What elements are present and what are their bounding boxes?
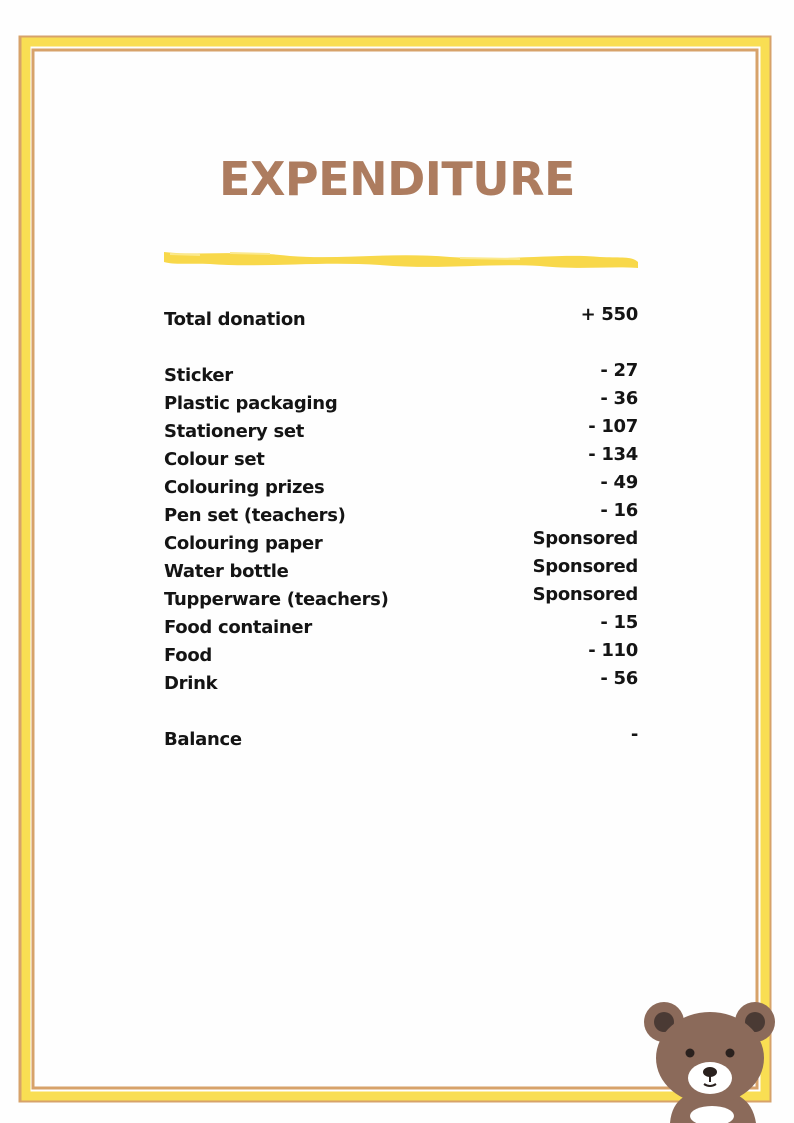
expense-label: Water bottle bbox=[164, 561, 289, 582]
expense-amount: - 36 bbox=[600, 388, 638, 409]
expense-amount: - 49 bbox=[600, 472, 638, 493]
expense-row bbox=[164, 556, 638, 584]
brush-stroke-divider bbox=[160, 244, 642, 274]
expense-label: Colour set bbox=[164, 449, 265, 470]
expense-label: Food container bbox=[164, 617, 312, 638]
expense-row bbox=[164, 668, 638, 696]
expense-amount: - 27 bbox=[600, 360, 638, 381]
expense-amount: Sponsored bbox=[532, 584, 638, 605]
expense-row bbox=[164, 388, 638, 416]
expense-label: Tupperware (teachers) bbox=[164, 589, 389, 610]
balance-amount: - bbox=[630, 724, 638, 745]
expense-amount: - 107 bbox=[588, 416, 638, 437]
expense-amount: Sponsored bbox=[532, 528, 638, 549]
expense-label: Stationery set bbox=[164, 421, 305, 442]
expense-row bbox=[164, 472, 638, 500]
expense-label: Pen set (teachers) bbox=[164, 505, 346, 526]
expense-label: Colouring prizes bbox=[164, 477, 325, 498]
expense-row bbox=[164, 360, 638, 388]
expense-row bbox=[164, 584, 638, 612]
expense-amount: - 134 bbox=[588, 444, 638, 465]
expense-row bbox=[164, 444, 638, 472]
total-donation-amount: + 550 bbox=[580, 304, 638, 325]
expense-row bbox=[164, 416, 638, 444]
expense-amount: Sponsored bbox=[532, 556, 638, 577]
expense-row bbox=[164, 528, 638, 556]
expense-label: Food bbox=[164, 645, 212, 666]
total-donation-row bbox=[164, 304, 638, 332]
expense-label: Sticker bbox=[164, 365, 233, 386]
expense-row bbox=[164, 612, 638, 640]
expense-label: Colouring paper bbox=[164, 533, 323, 554]
expense-row bbox=[164, 500, 638, 528]
expense-amount: - 15 bbox=[600, 612, 638, 633]
expense-label: Plastic packaging bbox=[164, 393, 338, 414]
total-donation-label: Total donation bbox=[164, 309, 306, 330]
expense-amount: - 16 bbox=[600, 500, 638, 521]
expense-amount: - 56 bbox=[600, 668, 638, 689]
balance-row bbox=[164, 724, 638, 752]
expense-row bbox=[164, 640, 638, 668]
teddy-bear-illustration bbox=[640, 998, 794, 1123]
expense-amount: - 110 bbox=[588, 640, 638, 661]
expense-label: Drink bbox=[164, 673, 218, 694]
balance-label: Balance bbox=[164, 729, 242, 750]
page-title: EXPENDITURE bbox=[219, 152, 575, 206]
